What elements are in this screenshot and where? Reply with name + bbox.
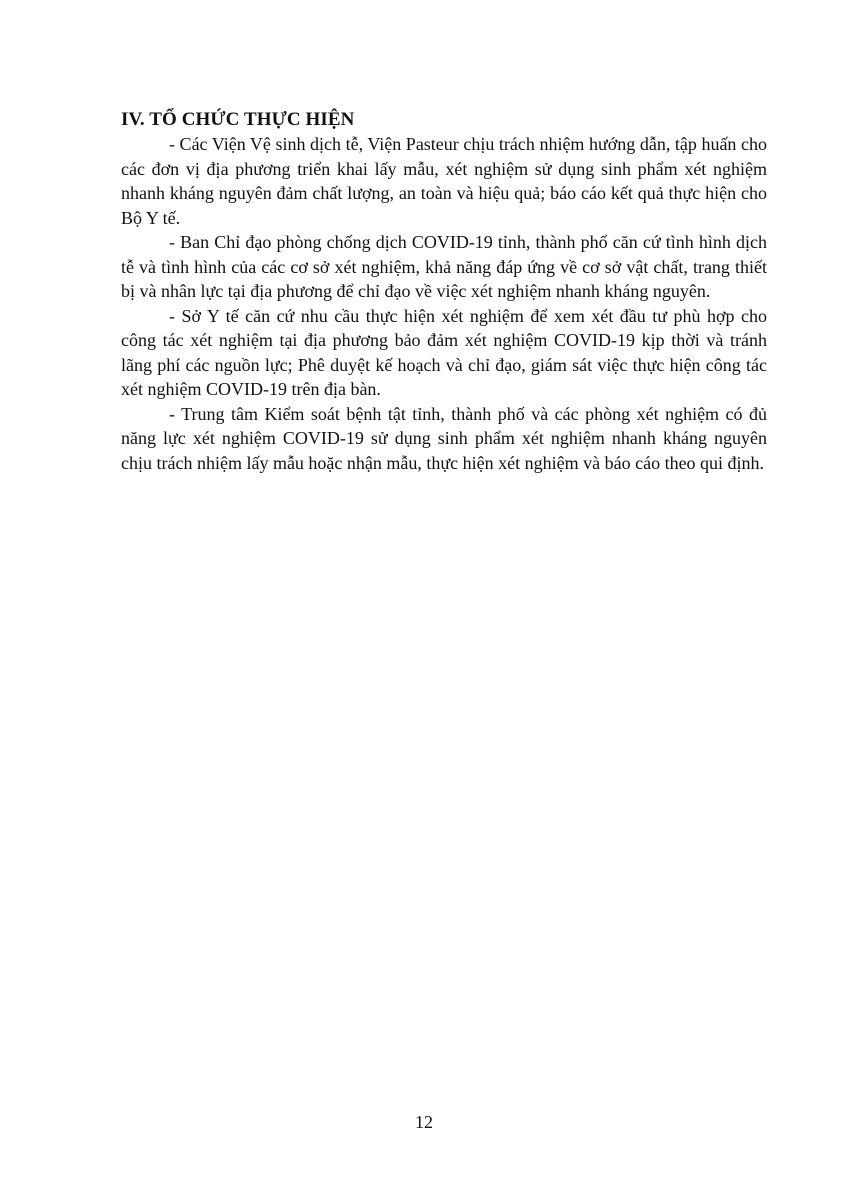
paragraph-steering-committee: - Ban Chỉ đạo phòng chống dịch COVID-19 tỉnh, thành phố căn cứ tình hình dịch tễ và tình hình của các cơ sở xét nghiệm, khả năng đáp ứng về cơ sở vật chất, trang thiết bị và nhân lực tại địa phương để chỉ đạo về việc xét nghiệm nhanh kháng nguyên.	[121, 232, 767, 301]
paragraph-department-of-health: - Sở Y tế căn cứ nhu cầu thực hiện xét nghiệm để xem xét đầu tư phù hợp cho công tác xét nghiệm tại địa phương bảo đảm xét nghiệm COVID-19 kịp thời và tránh lãng phí các nguồn lực; Phê duyệt kế hoạch và chỉ đạo, giám sát việc thực hiện công tác xét nghiệm COVID-19 trên địa bàn.	[121, 305, 767, 399]
paragraph-institutes: - Các Viện Vệ sinh dịch tễ, Viện Pasteur chịu trách nhiệm hướng dẫn, tập huấn cho các đơn vị địa phương triển khai lấy mẫu, xét nghiệm sử dụng sinh phẩm xét nghiệm nhanh kháng nguyên đảm chất lượng, an toàn và hiệu quả; báo cáo kết quả thực hiện cho Bộ Y tế.	[121, 134, 767, 228]
section-heading: IV. TỔ CHỨC THỰC HIỆN	[121, 109, 355, 130]
page-number: 12	[415, 1112, 433, 1132]
document-body	[121, 107, 767, 475]
paragraph-disease-control-center: - Trung tâm Kiểm soát bệnh tật tỉnh, thành phố và các phòng xét nghiệm có đủ năng lực xét nghiệm COVID-19 sử dụng sinh phẩm xét nghiệm nhanh kháng nguyên chịu trách nhiệm lấy mẫu hoặc nhận mẫu, thực hiện xét nghiệm và báo cáo theo qui định.	[121, 403, 767, 473]
